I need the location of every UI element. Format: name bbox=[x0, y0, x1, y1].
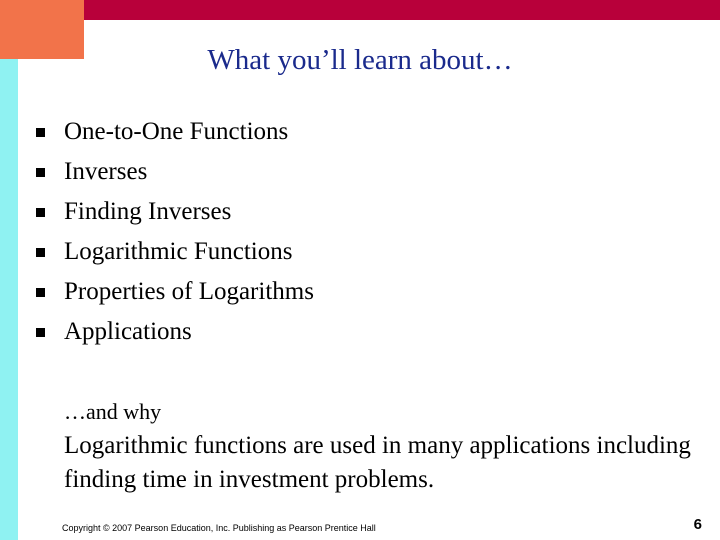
bullet-item bbox=[36, 112, 314, 152]
square-bullet-icon bbox=[36, 128, 45, 137]
bullet-text: Inverses bbox=[64, 158, 148, 185]
why-section bbox=[64, 395, 704, 497]
page-number: 6 bbox=[693, 516, 702, 533]
bullet-list bbox=[36, 112, 314, 352]
slide-title: What you’ll learn about… bbox=[207, 44, 513, 76]
copyright-footer: Copyright © 2007 Pearson Education, Inc. Publishing as Pearson Prentice Hall bbox=[62, 523, 376, 533]
top-accent-bar bbox=[0, 0, 720, 20]
bullet-text: Properties of Logarithms bbox=[64, 278, 314, 305]
square-bullet-icon bbox=[36, 288, 45, 297]
bullet-item bbox=[36, 232, 314, 272]
square-bullet-icon bbox=[36, 208, 45, 217]
square-bullet-icon bbox=[36, 248, 45, 257]
square-bullet-icon bbox=[36, 328, 45, 337]
bullet-text: One-to-One Functions bbox=[64, 118, 289, 145]
bullet-item bbox=[36, 152, 314, 192]
bullet-item bbox=[36, 312, 314, 352]
bullet-text: Finding Inverses bbox=[64, 198, 232, 225]
why-heading: …and why bbox=[64, 399, 162, 424]
why-text: Logarithmic functions are used in many applications including finding time in investment problems. bbox=[64, 432, 691, 493]
bullet-text: Applications bbox=[64, 318, 192, 345]
side-accent-bar bbox=[0, 59, 18, 540]
bullet-item bbox=[36, 272, 314, 312]
square-bullet-icon bbox=[36, 168, 45, 177]
bullet-item bbox=[36, 192, 314, 232]
bullet-text: Logarithmic Functions bbox=[64, 238, 293, 265]
